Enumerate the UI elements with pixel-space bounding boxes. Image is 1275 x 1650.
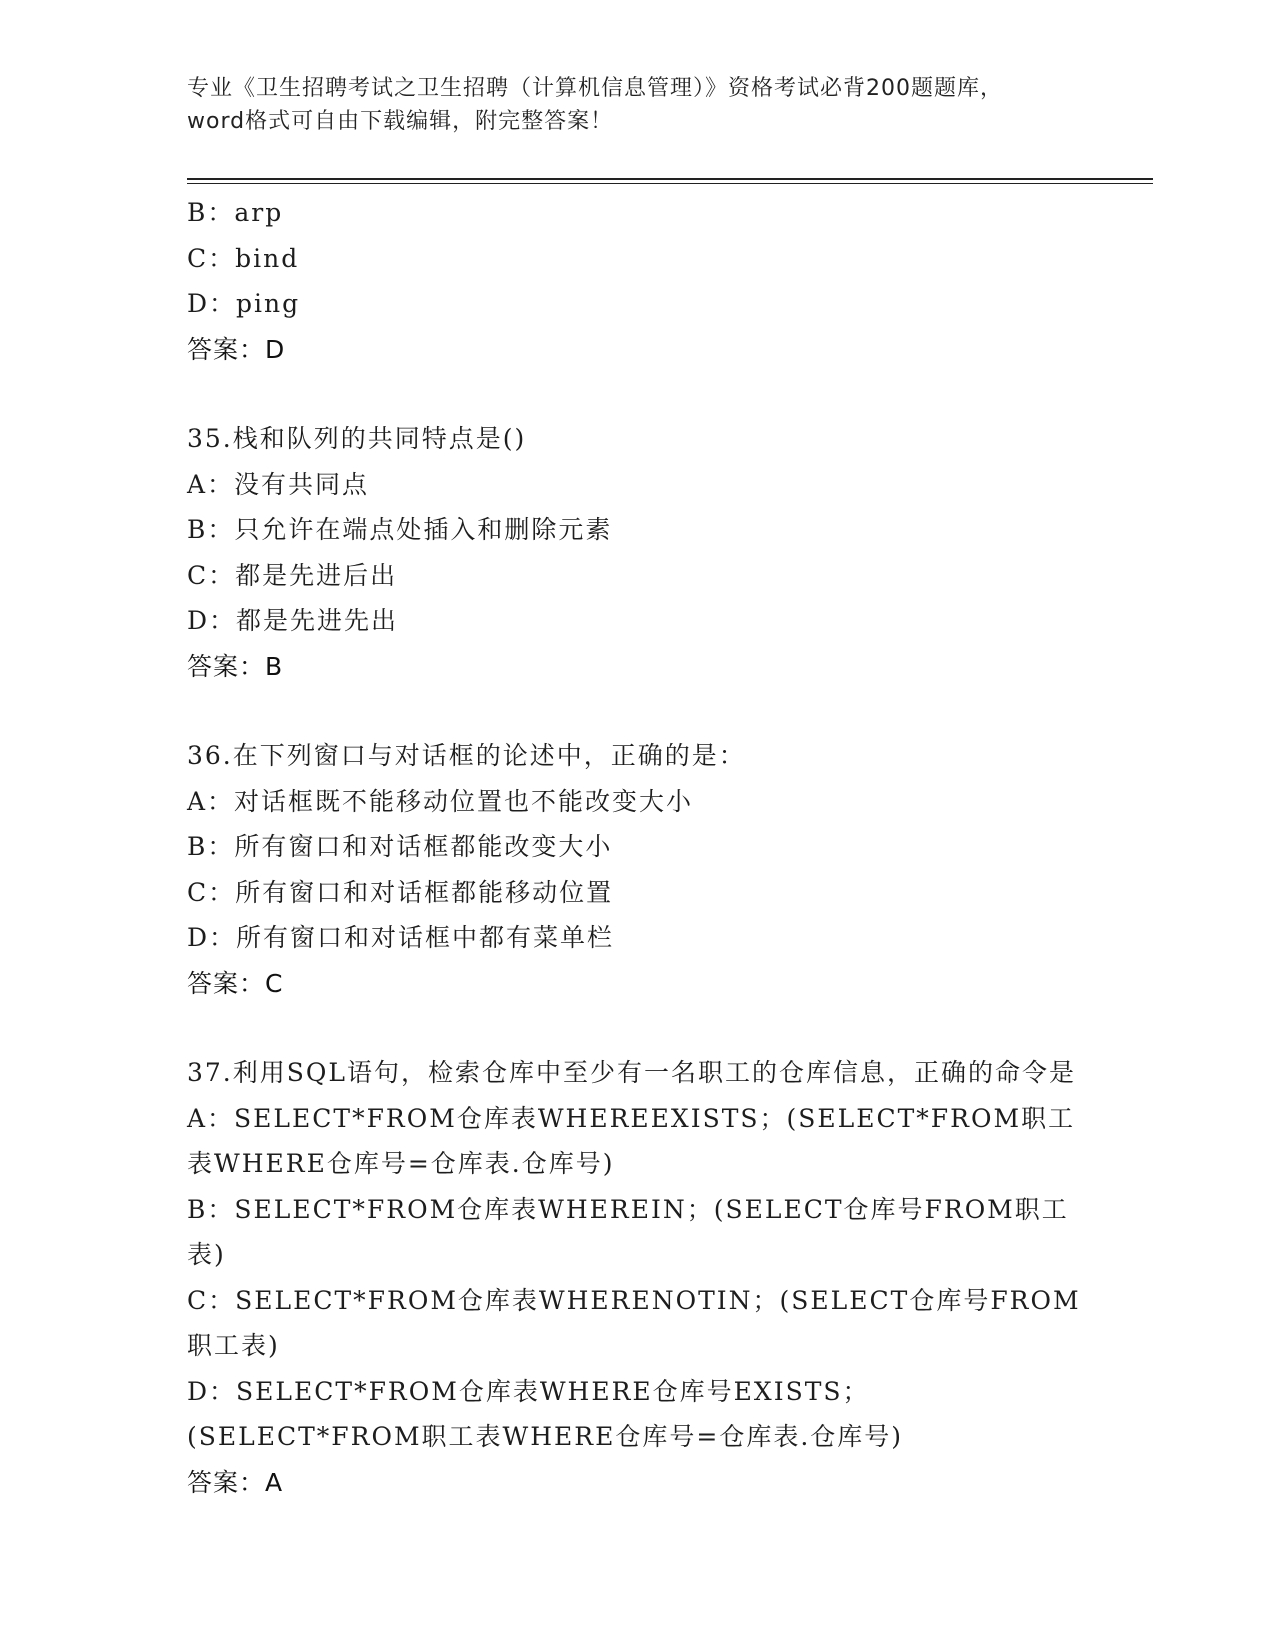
header-divider-thick <box>187 178 1153 180</box>
answer-line: 答案：B <box>187 651 284 681</box>
question-37 <box>187 1050 1087 1505</box>
question-36 <box>187 733 1087 1006</box>
option-d: D：ping <box>187 289 301 318</box>
option-c: C：bind <box>187 243 300 273</box>
answer-line: 答案：A <box>187 1467 284 1497</box>
answer-line: 答案：D <box>187 334 286 364</box>
option-b: B：所有窗口和对话框都能改变大小 <box>187 832 613 861</box>
option-a: A：SELECT*FROM仓库表WHEREEXISTS；(SELECT*FROM职工表WHERE仓库号=仓库表.仓库号) <box>187 1103 1076 1178</box>
option-b: B：arp <box>187 198 284 227</box>
partial-question-block <box>187 190 1087 372</box>
option-d: D：都是先进先出 <box>187 606 399 635</box>
question-stem: 35.栈和队列的共同特点是() <box>187 424 527 453</box>
option-b: B：SELECT*FROM仓库表WHEREIN；(SELECT仓库号FROM职工表) <box>187 1194 1069 1269</box>
question-stem: 36.在下列窗口与对话框的论述中，正确的是： <box>187 741 746 770</box>
option-a: A：对话框既不能移动位置也不能改变大小 <box>187 786 694 816</box>
answer-line: 答案：C <box>187 968 284 998</box>
option-c: C：所有窗口和对话框都能移动位置 <box>187 877 614 907</box>
option-b: B：只允许在端点处插入和删除元素 <box>187 515 613 544</box>
option-c: C：都是先进后出 <box>187 560 398 590</box>
spacer <box>187 372 1087 416</box>
header-title-line-2: word格式可自由下载编辑，附完整答案！ <box>187 109 614 134</box>
question-stem: 37.利用SQL语句，检索仓库中至少有一名职工的仓库信息，正确的命令是 <box>187 1058 1076 1087</box>
option-a: A：没有共同点 <box>187 469 370 499</box>
question-list <box>187 190 1087 1505</box>
option-d: D：SELECT*FROM仓库表WHERE仓库号EXISTS；(SELECT*FROM职工表WHERE仓库号=仓库表.仓库号) <box>187 1376 904 1451</box>
option-c: C：SELECT*FROM仓库表WHERENOTIN；(SELECT仓库号FROM职工表) <box>187 1285 1081 1360</box>
header-title-line-1: 专业《卫生招聘考试之卫生招聘（计算机信息管理）》资格考试必背200题题库， <box>187 76 1003 101</box>
question-35 <box>187 416 1087 689</box>
option-d: D：所有窗口和对话框中都有菜单栏 <box>187 923 615 952</box>
spacer <box>187 1006 1087 1050</box>
header-divider-thin <box>187 183 1153 184</box>
document-header <box>187 72 1087 138</box>
spacer <box>187 689 1087 733</box>
